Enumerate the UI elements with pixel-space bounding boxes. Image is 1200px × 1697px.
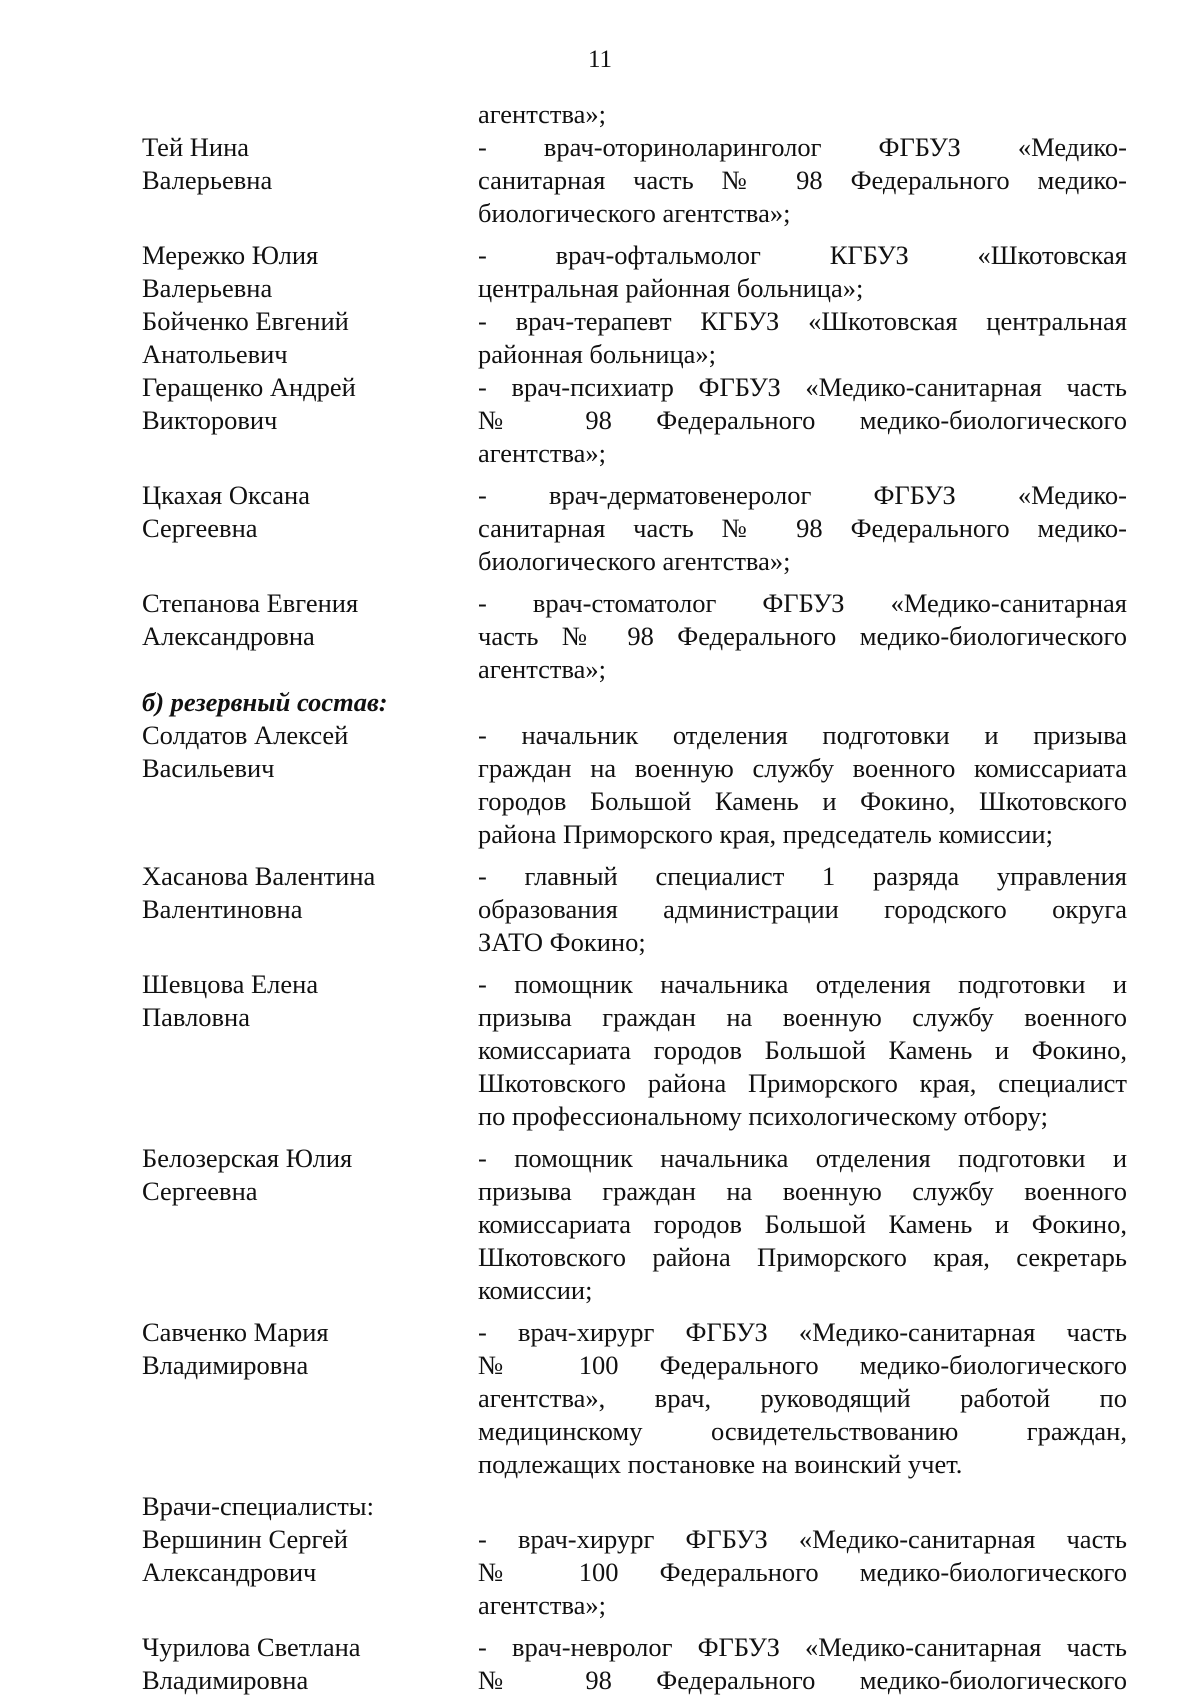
position-line: образования администрации городского округа (478, 894, 1127, 924)
surname-firstname: Савченко Мария (142, 1317, 329, 1347)
position-line: ЗАТО Фокино; (478, 927, 646, 957)
member-position (478, 479, 1127, 578)
patronymic: Александровна (142, 621, 315, 651)
position-line: № 98 Федерального медико-биологического (478, 1665, 1127, 1695)
member-row (142, 131, 1127, 230)
surname-firstname: Цкахая Оксана (142, 480, 310, 510)
doctors-label: Врачи-специалисты: (142, 1491, 374, 1521)
member-name (142, 305, 478, 371)
position-line: комиссариата городов Большой Камень и Фокино, (478, 1209, 1127, 1239)
position-line: городов Большой Камень и Фокино, Шкотовского (478, 786, 1127, 816)
position-line: биологического агентства»; (478, 546, 791, 576)
member-row (142, 371, 1127, 470)
member-row (142, 968, 1127, 1133)
surname-firstname: Вершинин Сергей (142, 1524, 348, 1554)
patronymic: Владимировна (142, 1350, 309, 1380)
position-line: комиссариата городов Большой Камень и Фокино, (478, 1035, 1127, 1065)
member-name (142, 860, 478, 959)
surname-firstname: Солдатов Алексей (142, 720, 349, 750)
patronymic: Сергеевна (142, 513, 258, 543)
position-line: подлежащих постановке на воинский учет. (478, 1449, 963, 1479)
member-row (142, 1631, 1127, 1697)
position-line: центральная районная больница»; (478, 273, 864, 303)
position-line: - помощник начальника отделения подготовки и (478, 1143, 1127, 1173)
position-line: - врач-дерматовенеролог ФГБУЗ «Медико- (478, 480, 1127, 510)
patronymic: Анатольевич (142, 339, 288, 369)
surname-firstname: Степанова Евгения (142, 588, 359, 618)
position-line: медицинскому освидетельствованию граждан, (478, 1416, 1127, 1446)
surname-firstname: Мережко Юлия (142, 240, 319, 270)
member-name (142, 1142, 478, 1307)
position-line: № 100 Федерального медико-биологического (478, 1557, 1127, 1587)
patronymic: Сергеевна (142, 1176, 258, 1206)
position-line: - врач-психиатр ФГБУЗ «Медико-санитарная часть (478, 372, 1127, 402)
member-position (478, 1523, 1127, 1622)
member-name (142, 1316, 478, 1481)
position-line: агентства», врач, руководящий работой по (478, 1383, 1127, 1413)
position-line: - помощник начальника отделения подготовки и (478, 969, 1127, 999)
position-line: района Приморского края, председатель комиссии; (478, 819, 1053, 849)
member-position (478, 587, 1127, 686)
member-row (142, 479, 1127, 578)
member-row (142, 1523, 1127, 1622)
position-line: - врач-хирург ФГБУЗ «Медико-санитарная часть (478, 1317, 1127, 1347)
member-name (142, 587, 478, 686)
member-row (142, 1316, 1127, 1481)
position-line: - врач-оториноларинголог ФГБУЗ «Медико- (478, 132, 1127, 162)
patronymic: Викторович (142, 405, 278, 435)
patronymic: Валерьевна (142, 165, 273, 195)
member-position (478, 1631, 1127, 1697)
member-name (142, 239, 478, 305)
member-name (142, 1523, 478, 1622)
member-name (142, 479, 478, 578)
page-number: 11 (587, 46, 613, 73)
position-line: Шкотовского района Приморского края, специалист (478, 1068, 1127, 1098)
continuation-line: агентства»; (478, 99, 607, 129)
member-name (142, 371, 478, 470)
roster (142, 98, 1127, 1697)
position-line: агентства»; (478, 654, 607, 684)
member-name (142, 131, 478, 230)
member-position (478, 131, 1127, 230)
member-position (478, 719, 1127, 851)
surname-firstname: Геращенко Андрей (142, 372, 356, 402)
member-position (478, 239, 1127, 305)
member-position (478, 860, 1127, 959)
position-line: - врач-офтальмолог КГБУЗ «Шкотовская (478, 240, 1127, 270)
position-line: - врач-терапевт КГБУЗ «Шкотовская центральная (478, 306, 1127, 336)
position-line: санитарная часть № 98 Федерального медико- (478, 513, 1127, 543)
member-position (478, 968, 1127, 1133)
member-row (142, 1142, 1127, 1307)
surname-firstname: Тей Нина (142, 132, 250, 162)
position-line: районная больница»; (478, 339, 716, 369)
patronymic: Васильевич (142, 753, 275, 783)
surname-firstname: Хасанова Валентина (142, 861, 376, 891)
main-members-list (142, 131, 1127, 686)
member-row (142, 860, 1127, 959)
surname-firstname: Шевцова Елена (142, 969, 319, 999)
position-line: - врач-стоматолог ФГБУЗ «Медико-санитарная (478, 588, 1127, 618)
position-line: № 100 Федерального медико-биологического (478, 1350, 1127, 1380)
patronymic: Валентиновна (142, 894, 303, 924)
reserve-members-list (142, 719, 1127, 1481)
position-line: № 98 Федерального медико-биологического (478, 405, 1127, 435)
member-name (142, 1631, 478, 1697)
doctors-list (142, 1523, 1127, 1697)
surname-firstname: Белозерская Юлия (142, 1143, 353, 1173)
position-line: - врач-хирург ФГБУЗ «Медико-санитарная часть (478, 1524, 1127, 1554)
member-position (478, 1142, 1127, 1307)
position-line: Шкотовского района Приморского края, секретарь (478, 1242, 1127, 1272)
member-row (142, 587, 1127, 686)
position-line: - начальник отделения подготовки и призыва (478, 720, 1127, 750)
member-position (478, 371, 1127, 470)
patronymic: Александрович (142, 1557, 317, 1587)
patronymic: Павловна (142, 1002, 250, 1032)
position-line: агентства»; (478, 1590, 607, 1620)
member-name (142, 968, 478, 1133)
member-row (142, 305, 1127, 371)
position-line: санитарная часть № 98 Федерального медико- (478, 165, 1127, 195)
position-line: - главный специалист 1 разряда управления (478, 861, 1127, 891)
member-position (478, 305, 1127, 371)
surname-firstname: Чурилова Светлана (142, 1632, 361, 1662)
position-line: по профессиональному психологическому отбору; (478, 1101, 1048, 1131)
surname-firstname: Бойченко Евгений (142, 306, 349, 336)
member-row (142, 719, 1127, 851)
position-line: агентства»; (478, 438, 607, 468)
member-name (142, 719, 478, 851)
position-line: граждан на военную службу военного комиссариата (478, 753, 1127, 783)
position-line: биологического агентства»; (478, 198, 791, 228)
position-line: - врач-невролог ФГБУЗ «Медико-санитарная часть (478, 1632, 1127, 1662)
member-position (478, 1316, 1127, 1481)
reserve-heading: б) резервный состав: (142, 687, 388, 717)
patronymic: Владимировна (142, 1665, 309, 1695)
position-line: часть № 98 Федерального медико-биологического (478, 621, 1127, 651)
patronymic: Валерьевна (142, 273, 273, 303)
position-line: призыва граждан на военную службу военного (478, 1002, 1127, 1032)
member-row (142, 239, 1127, 305)
position-line: призыва граждан на военную службу военного (478, 1176, 1127, 1206)
position-line: комиссии; (478, 1275, 593, 1305)
